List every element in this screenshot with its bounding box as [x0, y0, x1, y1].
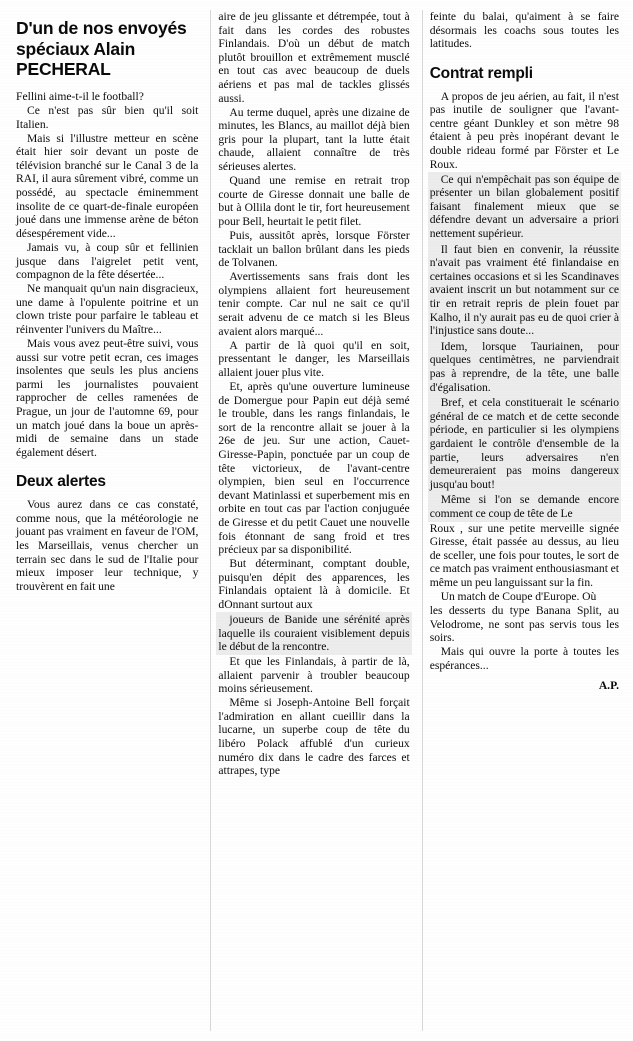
- column-divider: [422, 10, 423, 1031]
- page-title: D'un de nos envoyés spéciaux Alain PECHERAL: [16, 18, 187, 80]
- paragraph: Vous aurez dans ce cas constaté, comme nous, que la météorologie ne jouant pas vraiment en faveur de l'OM, les Marseillais, venus chercher un terrain sec dans le sud de l'Italie pour mieux imposer leur technique, y trouvèrent en fait une: [16, 498, 199, 593]
- paragraph-highlighted: Ce qui n'empêchait pas son équipe de présenter un bilan globalement positif faisant finalement mieux que se défendre devant un adversaire a priori nettement supérieur.: [429, 172, 619, 241]
- paragraph: Au terme duquel, après une dizaine de minutes, les Blancs, au maillot déjà bien gris pour la plupart, tant la lutte était chaude, allaient connaître de très sérieuses alertes.: [218, 105, 410, 174]
- paragraph: Même si Joseph-Antoine Bell forçait l'admiration en allant cueillir dans la lucarne, un superbe coup de tête du libéro Polack affublé d'un curieux numéro dix dans le cadre des farces et attrapes, type: [218, 696, 410, 778]
- article-columns: [8, 6, 625, 1035]
- column-divider: [210, 10, 211, 1031]
- paragraph: Mais vous avez peut-être suivi, vous aussi sur votre petit ecran, ces images insolentes que seuls les plus anciens parmi les journalistes pouvaient rapprocher de celles ramenées de Prague, un jour de l'automne 69, pour un match joué dans la boue un après-midi de semaine dans un stade également désert.: [16, 337, 199, 459]
- paragraph-highlighted: Idem, lorsque Tauriainen, pour quelques centimètres, ne parviendrait pas à reprendre, de la tête, une balle d'égalisation.: [429, 339, 619, 394]
- paragraph: Puis, aussitôt après, lorsque Förster tacklait un ballon brûlant dans les pieds de Tolvanen.: [218, 229, 410, 270]
- column-three: [420, 6, 625, 1035]
- paragraph: feinte du balai, qu'aiment à se faire désormais les coachs sous toutes les latitudes.: [429, 10, 619, 51]
- paragraph: Ce n'est pas sûr bien qu'il soit Italien.: [16, 104, 199, 131]
- paragraph: les desserts du type Banana Split, au Velodrome, ne sont pas servis tous les soirs.: [429, 604, 619, 645]
- paragraph: Roux , sur une petite merveille signée Giresse, était passée au dessus, au lieu de sceller, une fois pour toutes, le sort de ce match pas vraiment enthousiasmant et même un peu languissant sur la fin.: [429, 521, 619, 589]
- paragraph: Mais si l'illustre metteur en scène était hier soir devant un poste de télévision branché sur le Canal 3 de la RAI, il aura sûrement vibré, comme un possédé, au spectacle éminemment insolite de ce quart-de-finale européen joué dans une immense arène de béton désespérement vide...: [16, 131, 199, 240]
- paragraph-highlighted: Bref, et cela constituerait le scénario général de ce match et de cette seconde période, en particulier si les olympiens gardaient le contrôle d'ensemble de la partie, leurs adversaires n'en demeureraient pas moins dangereux jusqu'au bout!: [429, 396, 619, 491]
- paragraph: But déterminant, comptant double, puisqu'en dépit des apparences, les Finlandais optaient là à domicile. Et dOnnant surtout aux: [218, 557, 410, 612]
- paragraph-highlighted: Même si l'on se demande encore comment ce coup de tête de Le: [429, 493, 619, 520]
- paragraph: A partir de là quoi qu'il en soit, pressentant le danger, les Marseillais allaient jouer plus vite.: [218, 338, 410, 379]
- paragraph: Jamais vu, à coup sûr et fellinien jusque dans l'aigrelet petit vent, compagnon de la fête désertée...: [16, 240, 199, 282]
- paragraph: Et, après qu'une ouverture lumineuse de Domergue pour Papin eut déjà semé le trouble, dans les rangs finlandais, le sort de la rencontre allait se jouer à la 26e de jeu. Sur une action, Cauet- Giresse-Papin, ponctuée par un coup de tête victorieux, de l'avant-centre olympien, bien seul en l'occurrence devant Matinlassi et superbement mis en orbite en tout cas par l'action conjuguée de Giresse et du petit Cauet une nouvelle fois étonnant de sang froid et tres précieux par sa disponibilité.: [218, 380, 410, 557]
- paragraph: Quand une remise en retrait trop courte de Giresse donnait une balle de but à Ollila dont le tir, fort heureusement pour Bell, heurtait le petit filet.: [218, 174, 410, 228]
- paragraph: Fellini aime-t-il le football?: [16, 89, 144, 103]
- author-signature: A.P.: [598, 678, 619, 692]
- section-heading-contrat-rempli: Contrat rempli: [429, 64, 533, 82]
- paragraph: Un match de Coupe d'Europe. Où: [440, 589, 597, 603]
- paragraph: Et que les Finlandais, à partir de là, allaient parvenir à troubler beaucoup moins sérieusement.: [218, 654, 410, 696]
- column-two: [210, 6, 419, 1035]
- paragraph: Ne manquait qu'un nain disgracieux, une dame à l'opulente poitrine et un clown triste pour parfaire le tableau et réinventer l'univers du Maître...: [16, 282, 199, 337]
- paragraph-highlighted: joueurs de Banide une sérénité après laquelle ils couraient visiblement depuis le début de la rencontre.: [218, 613, 410, 654]
- paragraph: aire de jeu glissante et détrempée, tout à fait dans les cordes des robustes Finlandais. D'où un début de match plutôt brouillon et extrêmement musclé en tout cas avec beaucoup de duels aériens et pas mal de tackles glissés aussi.: [218, 10, 410, 105]
- paragraph: A propos de jeu aérien, au fait, il n'est pas inutile de souligner que l'avant-centre géant Dunkley et son mètre 98 étaient à peu près inopérant devant le double rideau formé par Förster et Le Roux.: [429, 89, 619, 171]
- column-one: [8, 6, 210, 1035]
- section-heading-deux-alertes: Deux alertes: [16, 473, 106, 491]
- paragraph: Mais qui ouvre la porte à toutes les espérances...: [429, 645, 619, 672]
- paragraph: Avertissements sans frais dont les olympiens allaient fort heureusement tenir compte. Car nul ne sait ce qu'il serait advenu de ce match si les Bleus avaient alors marqué...: [218, 270, 410, 338]
- paragraph-highlighted: Il faut bien en convenir, la réussite n'avait pas vraiment été finlandaise en certaines occasions et si les Scandinaves avaient inscrit un but notamment sur ce tir en retrait repris de plein fouet par Kalho, il n'y aurait pas eu de quoi crier à l'injustice sans doute...: [429, 242, 619, 338]
